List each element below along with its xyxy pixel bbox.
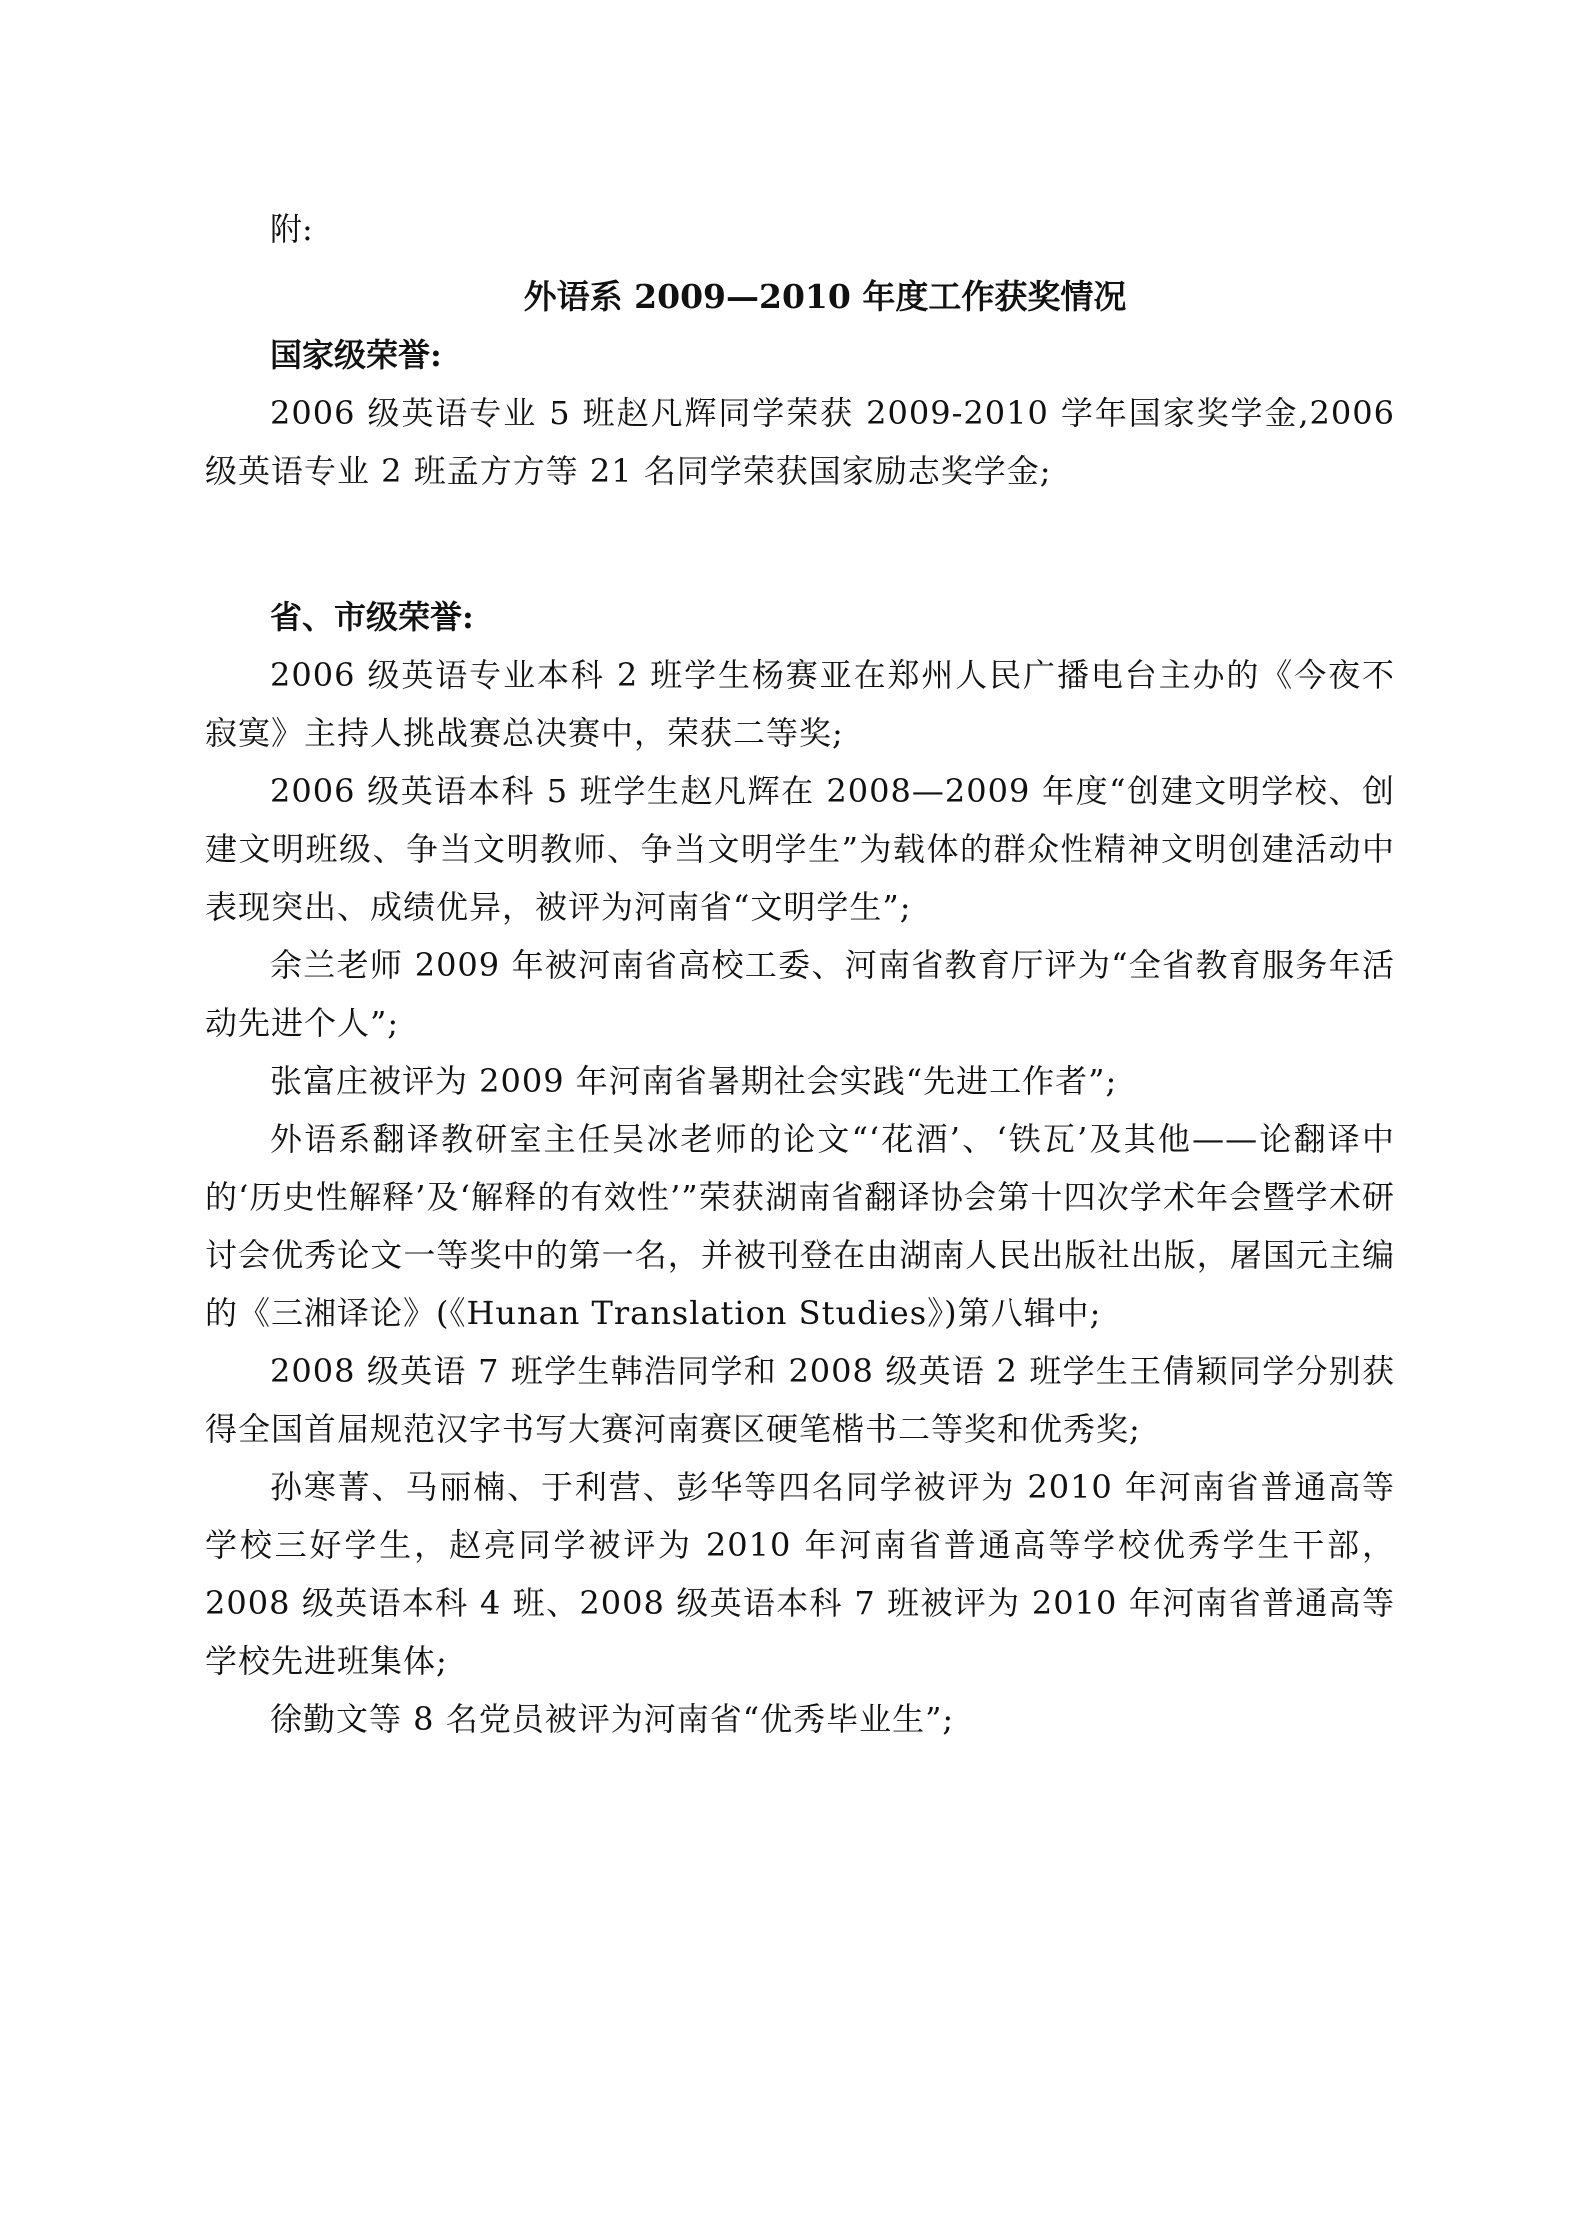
section-heading-provincial: 省、市级荣誉: bbox=[270, 598, 474, 636]
paragraph: 2006 级英语专业本科 2 班学生杨赛亚在郑州人民广播电台主办的《今夜不寂寞》主持人挑战赛总决赛中，荣获二等奖; bbox=[205, 656, 1395, 752]
paragraph: 2008 级英语 7 班学生韩浩同学和 2008 级英语 2 班学生王倩颖同学分别获得全国首届规范汉字书写大赛河南赛区硬笔楷书二等奖和优秀奖; bbox=[205, 1352, 1395, 1448]
attachment-label: 附: bbox=[270, 210, 313, 248]
document-body bbox=[205, 200, 1395, 1748]
document-title: 外语系 2009—2010 年度工作获奖情况 bbox=[523, 277, 1127, 316]
paragraph: 徐勤文等 8 名党员被评为河南省“优秀毕业生”; bbox=[270, 1700, 955, 1738]
paragraph: 余兰老师 2009 年被河南省高校工委、河南省教育厅评为“全省教育服务年活动先进个人”; bbox=[205, 946, 1395, 1042]
paragraph: 2006 级英语专业 5 班赵凡辉同学荣获 2009-2010 学年国家奖学金,2006 级英语专业 2 班孟方方等 21 名同学荣获国家励志奖学金; bbox=[205, 394, 1395, 490]
paragraph: 2006 级英语本科 5 班学生赵凡辉在 2008—2009 年度“创建文明学校、创建文明班级、争当文明教师、争当文明学生”为载体的群众性精神文明创建活动中表现突出、成绩优异，被评为河南省“文明学生”; bbox=[205, 772, 1395, 926]
paragraph: 张富庄被评为 2009 年河南省暑期社会实践“先进工作者”; bbox=[270, 1062, 1118, 1100]
section-heading-national: 国家级荣誉: bbox=[270, 336, 442, 374]
paragraph: 外语系翻译教研室主任吴冰老师的论文“‘花酒’、‘铁瓦’及其他——论翻译中的‘历史性解释’及‘解释的有效性’”荣获湖南省翻译协会第十四次学术年会暨学术研讨会优秀论文一等奖中的第一名，并被刊登在由湖南人民出版社出版，屠国元主编的《三湘译论》(《Hunan Translation Studies》)第八辑中; bbox=[205, 1120, 1395, 1332]
paragraph: 孙寒菁、马丽楠、于利营、彭华等四名同学被评为 2010 年河南省普通高等学校三好学生，赵亮同学被评为 2010 年河南省普通高等学校优秀学生干部， 2008 级英语本科 4 班、2008 级英语本科 7 班被评为 2010 年河南省普通高等学校先进班集体; bbox=[205, 1468, 1395, 1680]
